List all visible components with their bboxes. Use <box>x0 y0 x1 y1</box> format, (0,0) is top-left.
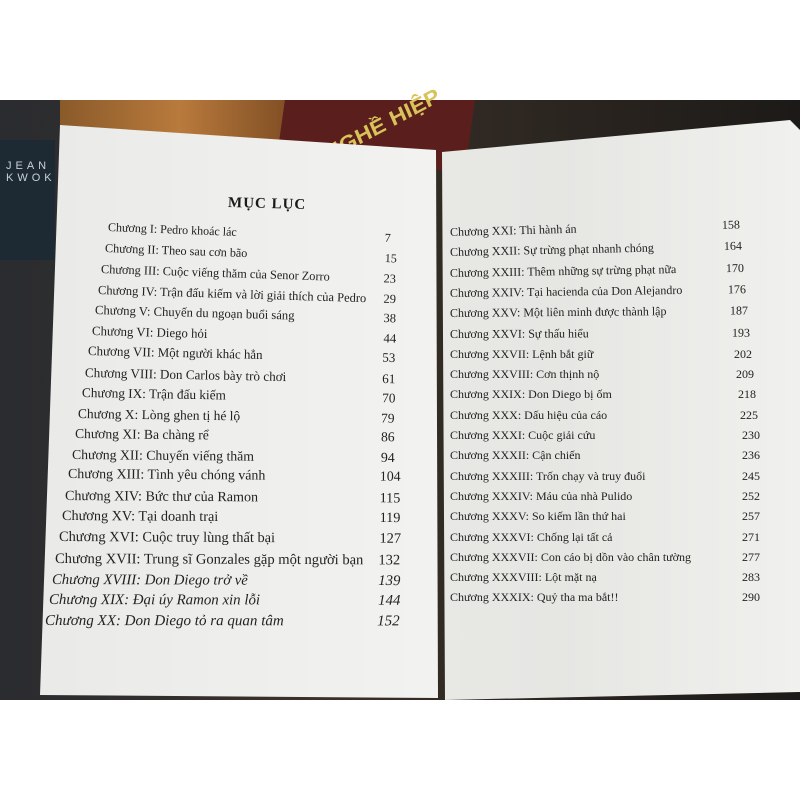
chapter-title: Chương XXI: Thi hành án <box>449 221 577 239</box>
page-number: 158 <box>721 217 741 232</box>
page-number: 132 <box>378 552 401 569</box>
chapter-title: Chương VII: Một người khác hẳn <box>88 343 263 362</box>
chapter-title: Chương XXXIX: Quỷ tha ma bắt!! <box>450 590 619 605</box>
page-number: 119 <box>379 509 401 527</box>
chapter-title: Chương XXV: Một liên minh được thành lập <box>449 304 667 321</box>
toc-entry <box>74 426 395 445</box>
chapter-title: Chương XIX: Đại úy Ramon xin lỗi <box>48 592 260 609</box>
chapter-title: Chương VIII: Don Carlos bày trò chơi <box>84 364 287 384</box>
cover-title: NGHỀ HIỆP <box>320 83 444 166</box>
toc-entry <box>68 467 402 485</box>
toc-entry <box>449 282 747 301</box>
toc-entry <box>450 468 760 484</box>
chapter-title: Chương XV: Tại doanh trại <box>61 508 219 525</box>
toc-entry <box>58 528 401 547</box>
page-number: 115 <box>379 489 401 506</box>
chapter-title: Chương XXIX: Don Diego bị ốm <box>450 387 612 402</box>
page-number: 70 <box>381 390 396 406</box>
page-number: 23 <box>383 271 397 286</box>
page-number: 283 <box>742 570 760 585</box>
page-number: 170 <box>725 260 745 275</box>
chapter-title: Chương XXXV: So kiếm lần thứ hai <box>450 509 626 524</box>
chapter-title: Chương XII: Chuyến viếng thăm <box>71 446 254 464</box>
chapter-title: Chương XXX: Dấu hiệu của cáo <box>450 407 608 422</box>
toc-entry <box>61 508 401 527</box>
toc-entry <box>51 571 401 590</box>
toc-entry <box>450 529 760 545</box>
toc-entry <box>450 509 760 524</box>
page-number: 86 <box>380 429 395 445</box>
page-number: 15 <box>384 250 397 265</box>
toc-entry <box>450 448 760 463</box>
chapter-title: Chương I: Pedro khoác lác <box>107 220 238 239</box>
toc-entry <box>65 487 401 506</box>
toc-entry <box>55 551 401 569</box>
chapter-title: Chương XXVII: Lệnh bắt giữ <box>450 346 594 361</box>
chapter-title: Chương X: Lòng ghen tị hé lộ <box>78 405 241 423</box>
toc-entry <box>78 405 395 426</box>
page-number: 218 <box>738 387 756 402</box>
toc-entry <box>450 387 756 402</box>
page-number: 61 <box>381 370 396 386</box>
page-number: 164 <box>723 238 743 254</box>
page-number: 29 <box>383 291 397 306</box>
page-number: 152 <box>377 612 400 629</box>
chapter-title: Chương XVII: Trung sĩ Gonzales gặp một người bạn <box>55 551 364 569</box>
page-number: 209 <box>736 367 754 382</box>
toc-entry <box>450 590 760 605</box>
page-number: 252 <box>742 488 760 503</box>
toc-entry <box>449 303 749 321</box>
chapter-title: Chương XVIII: Don Diego trở về <box>51 571 248 589</box>
page-number: 38 <box>383 311 397 326</box>
chapter-title: Chương XXXI: Cuộc giải cứu <box>450 428 596 442</box>
page-number: 187 <box>729 303 749 318</box>
chapter-title: Chương V: Chuyến du ngoạn buổi sáng <box>94 303 295 323</box>
page-number: 104 <box>380 469 402 485</box>
toc-entry <box>71 446 395 465</box>
toc-entry <box>91 323 396 346</box>
toc-entry <box>450 407 758 423</box>
toc-entry <box>48 592 401 610</box>
chapter-title: Chương XXXII: Cận chiến <box>450 448 581 463</box>
page-number: 245 <box>742 468 760 483</box>
page-number: 236 <box>742 448 760 463</box>
page-number: 7 <box>384 230 392 245</box>
toc-entry <box>450 367 754 382</box>
chapter-title: Chương XXVI: Sự thấu hiểu <box>449 325 589 341</box>
chapter-title: Chương III: Cuộc viếng thăm của Senor Zorro <box>101 262 331 284</box>
toc-entry <box>450 428 760 443</box>
toc-entry <box>45 612 400 631</box>
chapter-title: Chương XIV: Bức thư của Ramon <box>65 487 259 505</box>
page-number: 94 <box>380 449 395 465</box>
chapter-title: Chương XXIII: Thêm những sự trừng phạt nữa <box>449 261 677 280</box>
spine-author: JEAN KWOK <box>6 160 56 184</box>
toc-entry <box>450 346 752 362</box>
chapter-title: Chương IV: Trận đấu kiếm và lời giải thích của Pedro <box>97 282 367 305</box>
page-number: 225 <box>740 407 758 422</box>
chapter-title: Chương XXIV: Tại hacienda của Don Alejandro <box>449 282 683 300</box>
toc-entry <box>81 385 396 406</box>
page-number: 277 <box>742 549 760 564</box>
chapter-title: Chương XXXVIII: Lột mặt nạ <box>450 570 597 585</box>
page-number: 271 <box>742 529 760 544</box>
page-number: 53 <box>382 349 396 365</box>
toc-entry <box>449 325 751 341</box>
page-number: 290 <box>742 590 760 605</box>
chapter-title: Chương XI: Ba chàng rể <box>74 426 209 443</box>
page-number: 79 <box>381 409 395 426</box>
page-number: 176 <box>727 282 747 297</box>
chapter-title: Chương II: Theo sau cơn bão <box>104 240 248 260</box>
page-number: 44 <box>382 330 396 346</box>
chapter-title: Chương XIII: Tình yêu chóng vánh <box>68 467 266 484</box>
toc-entry <box>450 570 760 585</box>
page-number: 230 <box>742 428 760 442</box>
chapter-title: Chương VI: Diego hỏi <box>91 323 208 341</box>
chapter-title: Chương XXXIII: Trốn chạy và truy đuổi <box>450 468 646 483</box>
page-number: 144 <box>377 592 401 609</box>
page-number: 193 <box>731 325 751 340</box>
chapter-title: Chương XXVIII: Cơn thịnh nộ <box>450 367 600 382</box>
chapter-title: Chương XXXVII: Con cáo bị dồn vào chân tường <box>450 549 691 564</box>
chapter-title: Chương XXXVI: Chống lại tất cả <box>450 529 613 544</box>
page-number: 202 <box>734 346 752 361</box>
chapter-title: Chương XXII: Sự trừng phạt nhanh chóng <box>449 240 654 260</box>
chapter-title: Chương XX: Don Diego tỏ ra quan tâm <box>45 612 285 629</box>
page-number: 139 <box>378 572 401 589</box>
toc-heading: MỤC LỤC <box>227 194 307 214</box>
chapter-title: Chương XXXIV: Máu của nhà Pulido <box>450 488 633 503</box>
toc-entry <box>450 549 760 565</box>
chapter-title: Chương XVI: Cuộc truy lùng thất bại <box>58 528 275 546</box>
background-book-spine <box>0 140 55 260</box>
page-number: 257 <box>742 509 760 524</box>
page-number: 127 <box>378 530 401 547</box>
toc-entry <box>450 488 760 504</box>
chapter-title: Chương IX: Trận đấu kiếm <box>81 385 226 403</box>
